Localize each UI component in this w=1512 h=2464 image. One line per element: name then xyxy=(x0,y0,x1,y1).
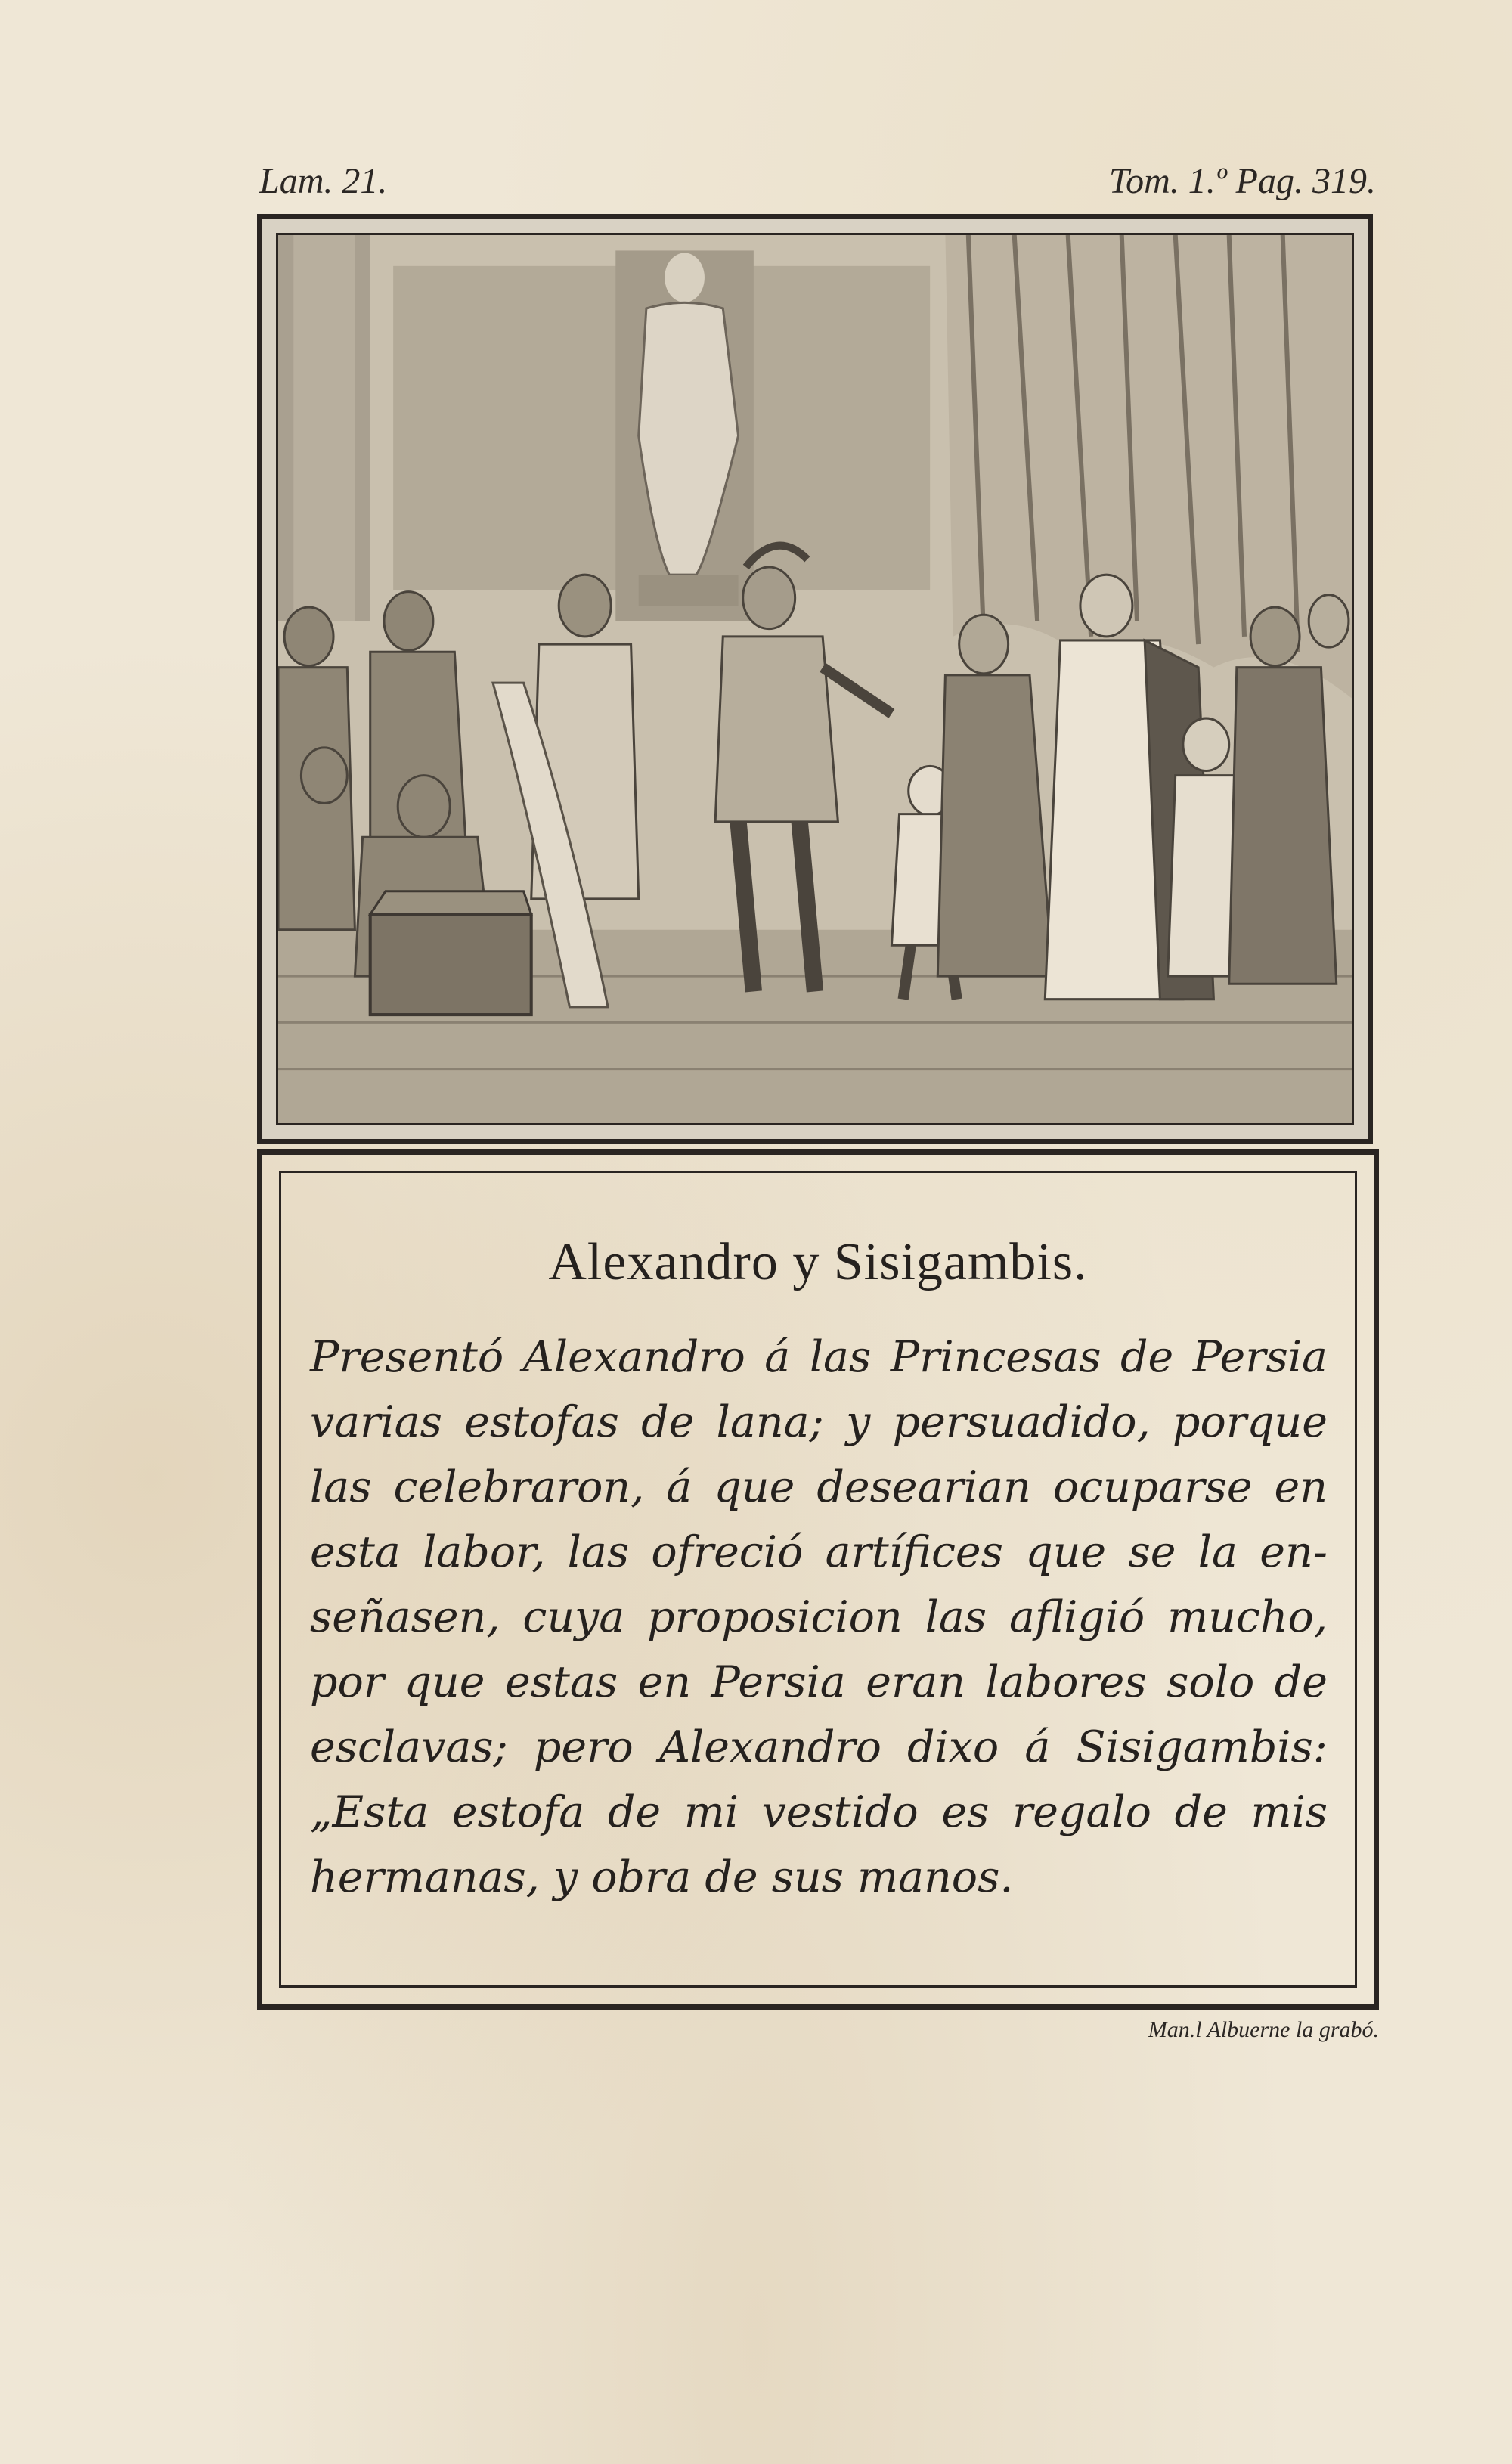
caption-line: varias estofas de lana; y persuadido, porque xyxy=(310,1397,1328,1447)
caption-line: las celebraron, á que desearian ocuparse en xyxy=(310,1462,1328,1512)
caption-line: „Esta estofa de mi vestido es regalo de mis xyxy=(310,1787,1328,1837)
engraving-illustration xyxy=(276,233,1354,1125)
caption-line: esta labor, las ofreció artífices que se la en- xyxy=(310,1527,1328,1577)
caption-line: por que estas en Persia eran labores solo de xyxy=(310,1657,1328,1707)
engraving-scene xyxy=(278,235,1352,1123)
caption-title: Alexandro y Sisigambis. xyxy=(548,1233,1088,1291)
volume-page-reference: Tom. 1.º Pag. 319. xyxy=(1108,161,1376,201)
caption-inner-frame xyxy=(279,1171,1357,1988)
caption-line: Presentó Alexandro á las Princesas de Persia xyxy=(310,1332,1328,1382)
caption-line: hermanas, y obra de sus manos. xyxy=(310,1852,1014,1902)
caption-frame xyxy=(257,1149,1379,2010)
illustration-frame xyxy=(257,214,1373,1144)
plate-number: Lam. 21. xyxy=(259,161,388,201)
caption-body xyxy=(310,1325,1328,1910)
caption-line: esclavas; pero Alexandro dixo á Sisigambis: xyxy=(310,1722,1328,1772)
chest-icon xyxy=(370,891,531,1015)
engraver-credit: Man.l Albuerne la grabó. xyxy=(1148,2017,1379,2042)
caption-line: señasen, cuya proposicion las afligió mucho, xyxy=(310,1592,1328,1642)
